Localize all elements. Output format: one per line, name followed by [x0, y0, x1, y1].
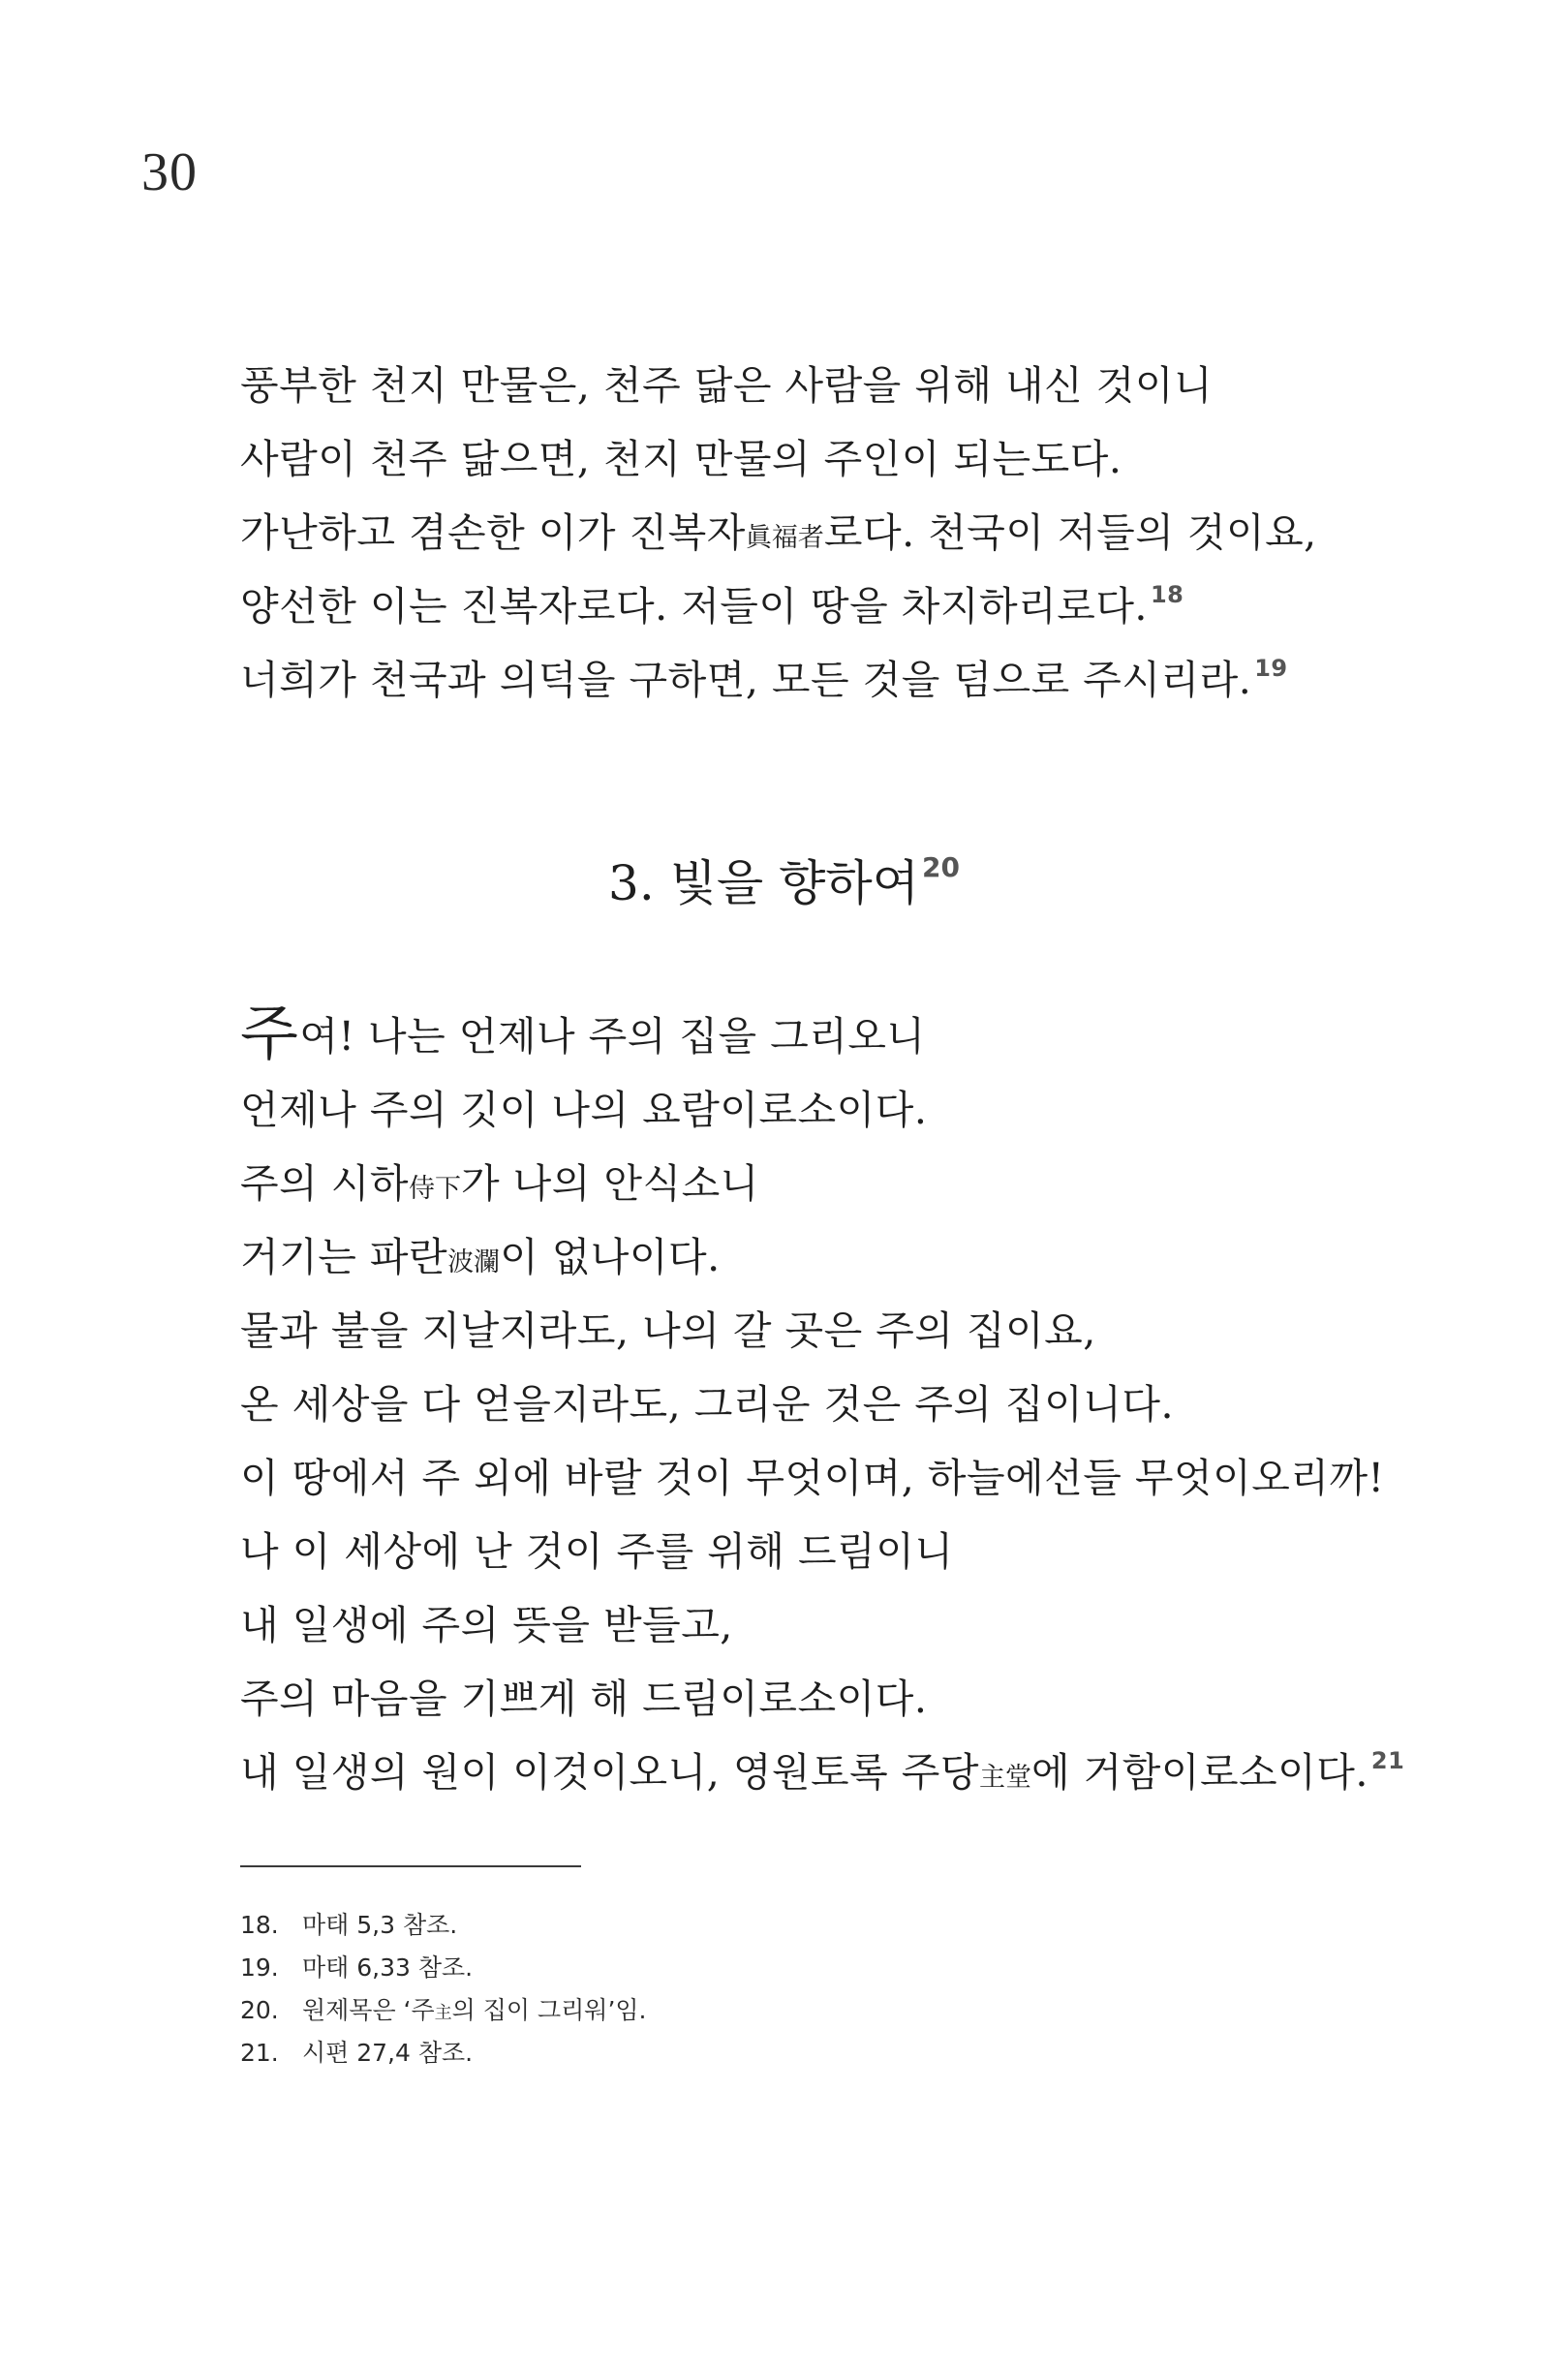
- footnote-text: 의 집이 그리워’임.: [451, 1996, 647, 2024]
- section-title-text: 3. 빛을 향하여: [608, 855, 920, 911]
- hanja-annotation: 眞福者: [745, 523, 824, 553]
- hanja-annotation: 主: [434, 2003, 452, 2023]
- drop-cap: 주: [240, 998, 299, 1068]
- footnotes: [240, 1904, 647, 2075]
- footnote-divider: [240, 1865, 581, 1867]
- poem-line: [240, 1220, 1423, 1294]
- poem-line: [240, 496, 1423, 569]
- poem-text: 주의 시하: [240, 1160, 409, 1207]
- poem-text: 너희가 천국과 의덕을 구하면, 모든 것을 덤으로 주시리라.: [240, 657, 1252, 703]
- hanja-annotation: 波瀾: [447, 1247, 501, 1277]
- poem-line: 풍부한 천지 만물은, 천주 닮은 사람을 위해 내신 것이니: [240, 362, 1214, 409]
- poem-line: 온 세상을 다 얻을지라도, 그리운 것은 주의 집이니다.: [240, 1381, 1175, 1428]
- footnote-item: [240, 1989, 647, 2032]
- hanja-annotation: 主堂: [979, 1763, 1031, 1793]
- poem-line: 이 땅에서 주 외에 바랄 것이 무엇이며, 하늘에선들 무엇이오리까!: [240, 1455, 1385, 1501]
- poem-text: 이 없나이다.: [500, 1234, 721, 1280]
- poem-line: [240, 1736, 1423, 1809]
- poem-text: 양선한 이는 진복자로다. 저들이 땅을 차지하리로다.: [240, 583, 1148, 630]
- poem-stanza-2: [240, 999, 1423, 1809]
- footnote-item: [240, 2032, 647, 2075]
- poem-text: 가 나의 안식소니: [460, 1160, 759, 1207]
- section-title: [0, 851, 1568, 912]
- footnote-text: 마태 6,33 참조.: [302, 1953, 474, 1982]
- poem-text: 로다. 천국이 저들의 것이요,: [823, 509, 1317, 556]
- footnote-item: [240, 1904, 647, 1947]
- footnote-text: 시편 27,4 참조.: [302, 2039, 474, 2067]
- poem-stanza-1: [240, 349, 1423, 717]
- hanja-annotation: 侍下: [408, 1174, 461, 1204]
- poem-text: 여! 나는 언제나 주의 집을 그리오니: [299, 1013, 926, 1060]
- footnote-number: 21.: [240, 2039, 279, 2067]
- poem-text: 내 일생의 원이 이것이오니, 영원토록 주당: [240, 1749, 979, 1796]
- footnote-text: 마태 5,3 참조.: [302, 1911, 458, 1939]
- poem-line: [240, 643, 1423, 717]
- poem-line: [240, 999, 1423, 1073]
- poem-text: 가난하고 겸손한 이가 진복자: [240, 509, 746, 556]
- footnote-ref-18[interactable]: 18: [1150, 581, 1184, 608]
- poem-line: 물과 불을 지날지라도, 나의 갈 곳은 주의 집이요,: [240, 1307, 1096, 1354]
- footnote-ref-20[interactable]: 20: [922, 851, 960, 883]
- footnote-number: 18.: [240, 1911, 279, 1939]
- poem-line: [240, 569, 1423, 643]
- footnote-text: 원제목은 ‘주: [302, 1996, 435, 2024]
- poem-line: 언제나 주의 깃이 나의 요람이로소이다.: [240, 1087, 928, 1133]
- poem-text: 에 거함이로소이다.: [1031, 1749, 1368, 1796]
- footnote-number: 20.: [240, 1996, 279, 2024]
- poem-line: [240, 1147, 1423, 1220]
- poem-line: 나 이 세상에 난 것이 주를 위해 드림이니: [240, 1528, 954, 1575]
- footnote-item: [240, 1947, 647, 1989]
- poem-line: 주의 마음을 기쁘게 해 드림이로소이다.: [240, 1676, 928, 1722]
- poem-text: 거기는 파란: [240, 1234, 448, 1280]
- poem-line: 사람이 천주 닮으면, 천지 만물의 주인이 되는도다.: [240, 436, 1122, 482]
- poem-line: 내 일생에 주의 뜻을 받들고,: [240, 1602, 733, 1648]
- footnote-ref-21[interactable]: 21: [1370, 1747, 1405, 1774]
- footnote-number: 19.: [240, 1953, 279, 1982]
- page-number: 30: [141, 142, 198, 202]
- footnote-ref-19[interactable]: 19: [1254, 655, 1288, 682]
